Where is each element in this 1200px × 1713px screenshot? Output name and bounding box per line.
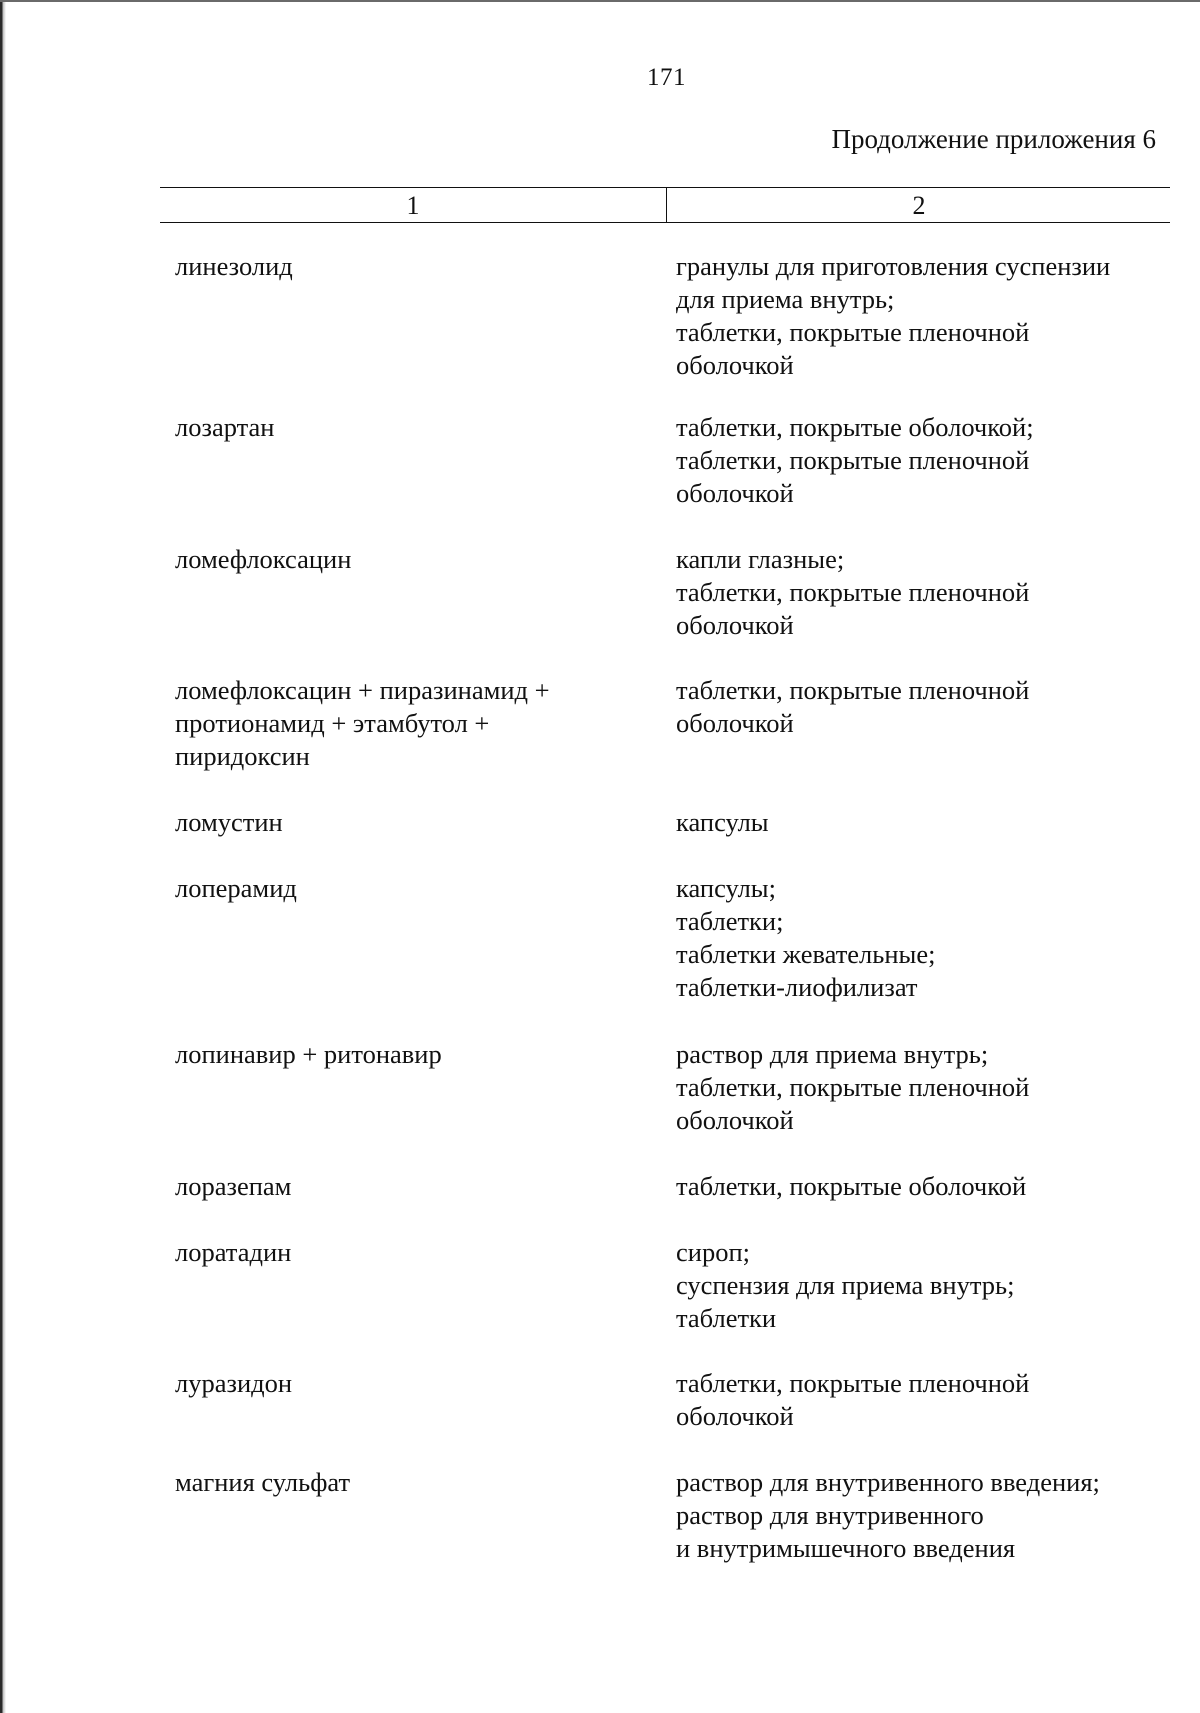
- drug-name-cell: [175, 674, 645, 773]
- dosage-form-cell: [676, 674, 1176, 740]
- drug-name-cell: [175, 250, 645, 283]
- drug-name-cell: [175, 872, 645, 905]
- dosage-form-line: таблетки жевательные;: [676, 939, 936, 969]
- dosage-form-cell: [676, 806, 1176, 839]
- drug-name-cell: [175, 806, 645, 839]
- dosage-form-cell: [676, 1236, 1176, 1335]
- dosage-form-line: таблетки, покрытые пленочной: [676, 445, 1030, 475]
- dosage-form-line: раствор для внутривенного: [676, 1500, 984, 1530]
- drug-name-line: лоратадин: [175, 1237, 292, 1267]
- drug-name-cell: [175, 1367, 645, 1400]
- dosage-form-line: таблетки, покрытые пленочной: [676, 675, 1030, 705]
- dosage-form-line: оболочкой: [676, 610, 794, 640]
- dosage-form-line: капсулы: [676, 807, 769, 837]
- dosage-form-line: таблетки: [676, 1303, 777, 1333]
- drug-name-line: луразидон: [175, 1368, 293, 1398]
- dosage-form-line: оболочкой: [676, 1105, 794, 1135]
- drug-name-cell: [175, 411, 645, 444]
- dosage-form-cell: [676, 872, 1176, 1004]
- dosage-form-line: капли глазные;: [676, 544, 845, 574]
- drug-name-cell: [175, 543, 645, 576]
- dosage-form-line: оболочкой: [676, 1401, 794, 1431]
- drug-name-cell: [175, 1236, 645, 1269]
- drug-name-line: магния сульфат: [175, 1467, 351, 1497]
- dosage-form-cell: [676, 1038, 1176, 1137]
- drug-name-line: лозартан: [175, 412, 275, 442]
- drug-name-line: лопинавир + ритонавир: [175, 1039, 442, 1069]
- scan-edge-top: [0, 0, 1200, 2]
- dosage-form-cell: [676, 411, 1176, 510]
- dosage-form-cell: [676, 250, 1176, 382]
- drug-name-line: пиридоксин: [175, 741, 310, 771]
- drug-name-line: ломефлоксацин: [175, 544, 352, 574]
- drug-name-line: лоразепам: [175, 1171, 292, 1201]
- drug-name-line: ломустин: [175, 807, 283, 837]
- dosage-form-line: таблетки;: [676, 906, 784, 936]
- dosage-form-cell: [676, 543, 1176, 642]
- dosage-form-cell: [676, 1170, 1176, 1203]
- drug-name-cell: [175, 1466, 645, 1499]
- scan-edge-left: [0, 0, 6, 1713]
- dosage-form-line: таблетки-лиофилизат: [676, 972, 918, 1002]
- column-header-1: 1: [160, 188, 667, 222]
- appendix-continuation-title: Продолжение приложения 6: [831, 124, 1156, 154]
- drug-name-line: протионамид + этамбутол +: [175, 708, 490, 738]
- dosage-form-cell: [676, 1466, 1176, 1565]
- dosage-form-line: оболочкой: [676, 708, 794, 738]
- table-header: [160, 187, 1170, 223]
- drug-name-cell: [175, 1170, 645, 1203]
- dosage-form-line: сироп;: [676, 1237, 750, 1267]
- dosage-form-line: оболочкой: [676, 350, 794, 380]
- dosage-form-line: таблетки, покрытые пленочной: [676, 1368, 1030, 1398]
- dosage-form-line: и внутримышечного введения: [676, 1533, 1016, 1563]
- page-number: 171: [647, 64, 686, 91]
- dosage-form-line: капсулы;: [676, 873, 776, 903]
- dosage-form-line: суспензия для приема внутрь;: [676, 1270, 1015, 1300]
- dosage-form-cell: [676, 1367, 1176, 1433]
- dosage-form-line: таблетки, покрытые оболочкой: [676, 1171, 1027, 1201]
- drug-name-line: ломефлоксацин + пиразинамид +: [175, 675, 550, 705]
- dosage-form-line: таблетки, покрытые пленочной: [676, 317, 1030, 347]
- dosage-form-line: для приема внутрь;: [676, 284, 895, 314]
- column-header-2: 2: [912, 191, 926, 220]
- drug-name-line: линезолид: [175, 251, 293, 281]
- dosage-form-line: гранулы для приготовления суспензии: [676, 251, 1111, 281]
- drug-name-cell: [175, 1038, 645, 1071]
- dosage-form-line: таблетки, покрытые пленочной: [676, 1072, 1030, 1102]
- dosage-form-line: оболочкой: [676, 478, 794, 508]
- dosage-form-line: таблетки, покрытые пленочной: [676, 577, 1030, 607]
- dosage-form-line: таблетки, покрытые оболочкой;: [676, 412, 1034, 442]
- drug-name-line: лоперамид: [175, 873, 297, 903]
- dosage-form-line: раствор для приема внутрь;: [676, 1039, 989, 1069]
- dosage-form-line: раствор для внутривенного введения;: [676, 1467, 1100, 1497]
